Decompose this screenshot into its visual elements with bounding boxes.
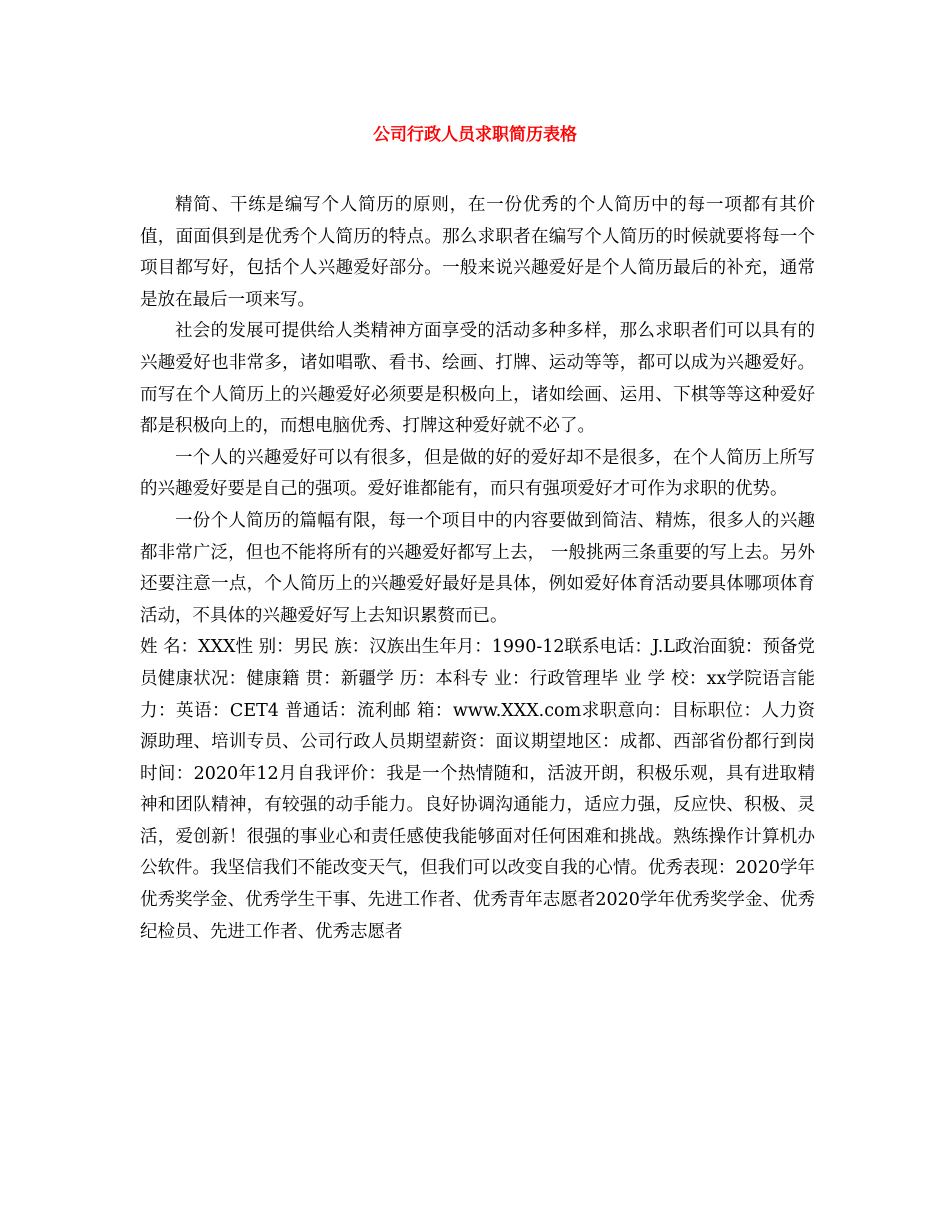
document-body xyxy=(140,190,815,948)
paragraph-length: 一份个人简历的篇幅有限，每一个项目中的内容要做到简洁、精炼，很多人的兴趣都非常广泛，但也不能将所有的兴趣爱好都写上去， 一般挑两三条重要的写上去。另外还要注意一点，个人简历上的兴趣爱好最好是具体，例如爱好体育活动要具体哪项体育活动，不具体的兴趣爱好写上去知识累赘而已。 xyxy=(140,510,815,626)
paragraph-strengths: 一个人的兴趣爱好可以有很多，但是做的好的爱好却不是很多，在个人简历上所写的兴趣爱好要是自己的强项。爱好谁都能有，而只有强项爱好才可作为求职的优势。 xyxy=(140,447,815,500)
paragraph-principle: 精简、干练是编写个人简历的原则，在一份优秀的个人简历中的每一项都有其价值，面面俱到是优秀个人简历的特点。那么求职者在编写个人简历的时候就要将每一个项目都写好，包括个人兴趣爱好部分。一般来说兴趣爱好是个人简历最后的补充，通常是放在最后一项来写。 xyxy=(140,195,815,310)
document-title: 公司行政人员求职简历表格 xyxy=(373,125,577,145)
paragraph-society: 社会的发展可提供给人类精神方面享受的活动多种多样，那么求职者们可以具有的兴趣爱好也非常多，诸如唱歌、看书、绘画、打牌、运动等等，都可以成为兴趣爱好。而写在个人简历上的兴趣爱好必须要是积极向上，诸如绘画、运用、下棋等等这种爱好都是积极向上的，而想电脑优秀、打牌这种爱好就不必了。 xyxy=(140,321,815,437)
resume-details: 姓 名：XXX性 别：男民 族：汉族出生年月：1990-12联系电话：J.L政治面貌：预备党员健康状况：健康籍 贯：新疆学 历：本科专 业：行政管理毕 业 学 校：xx学院语言能力：英语：CET4 普通话：流利邮 箱：www.XXX.com求职意向：目标职位：人力资源助理、培训专员、公司行政人员期望薪资：面议期望地区：成都、西部省份都行到岗时间：2020年12月自我评价：我是一个热情随和，活波开朗，积极乐观，具有进取精神和团队精神，有较强的动手能力。良好协调沟通能力，适应力强，反应快、积极、灵活，爱创新！很强的事业心和责任感使我能够面对任何困难和挑战。熟练操作计算机办公软件。我坚信我们不能改变天气，但我们可以改变自我的心情。优秀表现：2020学年优秀奖学金、优秀学生干事、先进工作者、优秀青年志愿者2020学年优秀奖学金、优秀纪检员、先进工作者、优秀志愿者 xyxy=(140,637,815,942)
